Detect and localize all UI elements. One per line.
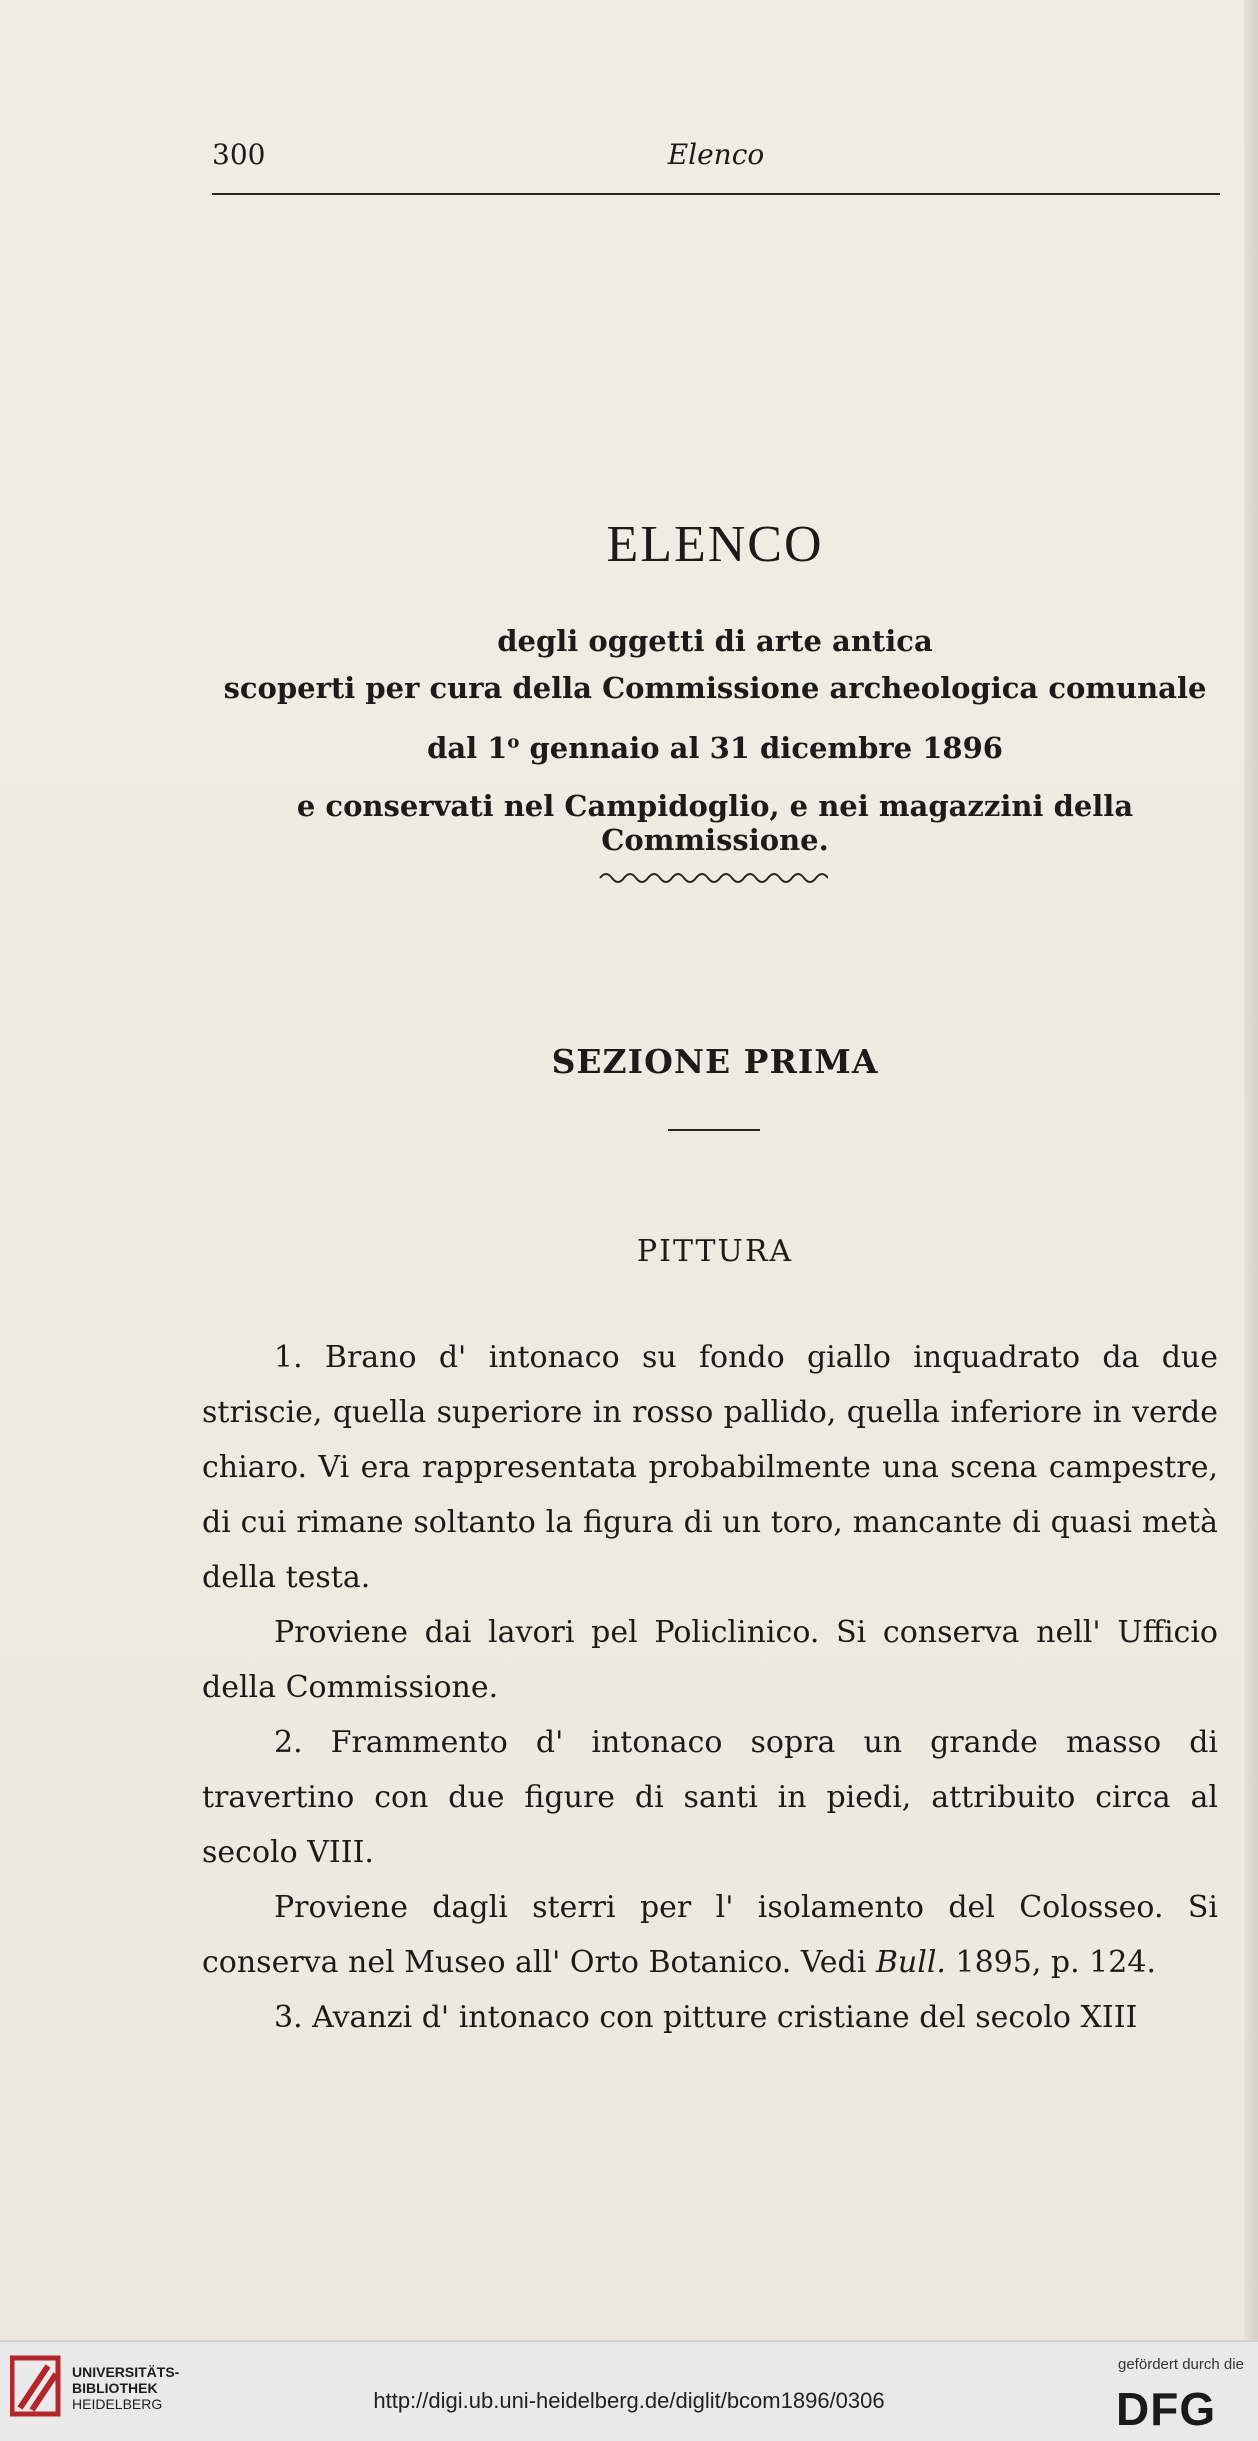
library-name-line-2: BIBLIOTHEK [72, 2380, 158, 2396]
paragraph-item-2: 2. Frammento d' intonaco sopra un grande masso di travertino con due figure di santi in piedi, attribuito circa al secolo VIII. [202, 1725, 1218, 1870]
running-head [212, 138, 1220, 178]
page-edge [1244, 0, 1258, 2340]
subsection-title: PITTURA [636, 1234, 794, 1269]
section-title: SEZIONE PRIMA [551, 1042, 879, 1081]
provenance-2-citation: 1895, p. 124. [945, 1945, 1156, 1980]
paragraph-item-3: 3. Avanzi d' intonaco con pitture cristiane del secolo XIII [274, 2000, 1138, 2035]
running-title: Elenco [667, 138, 765, 171]
ordinal-superscript: o [507, 731, 520, 753]
funded-by-label: gefördert durch die [1118, 2356, 1244, 2373]
main-title: ELENCO [606, 516, 824, 573]
subtitle-line-2: scoperti per cura della Commissione archeologica comunale [223, 671, 1207, 705]
body-text [202, 1330, 1218, 2045]
dfg-logo[interactable]: DFG [1116, 2383, 1217, 2435]
subtitle-line-4: e conservati nel Campidoglio, e nei magazzini della Commissione. [296, 789, 1134, 857]
library-name-line-3: HEIDELBERG [72, 2396, 163, 2412]
permalink-url[interactable]: http://digi.ub.uni-heidelberg.de/diglit/bcom1896/0306 [373, 2388, 885, 2413]
bulletin-reference: Bull. [875, 1945, 946, 1980]
subtitle-line-3-end: gennaio al 31 dicembre 1896 [519, 731, 1003, 765]
paragraph-item-1: 1. Brano d' intonaco su fondo giallo inquadrato da due striscie, quella superiore in rosso pallido, quella inferiore in verde chiaro. Vi era rappresentata probabilmente una scena campestre, di cui rimane soltanto la figura di un toro, mancante di quasi metà della testa. [202, 1340, 1218, 1595]
section-rule [668, 1129, 760, 1131]
provenance-2-text: Proviene dagli sterri per l' isolamento del Colosseo. Si conserva nel Museo all' Orto Botanico. Vedi [202, 1890, 1218, 1980]
page-number: 300 [212, 138, 266, 171]
paragraph-provenance-2 [202, 1880, 1218, 1990]
paragraph-provenance-1: Proviene dai lavori pel Policlinico. Si conserva nell' Ufficio della Commissione. [202, 1615, 1218, 1705]
wavy-line-ornament-icon [598, 870, 828, 886]
subtitle-line-1: degli oggetti di arte antica [497, 624, 933, 658]
subtitle-line-3-start: dal 1 [427, 731, 508, 765]
header-rule [212, 193, 1220, 195]
subtitle-line-3 [200, 731, 1230, 765]
library-name-line-1: UNIVERSITÄTS- [72, 2364, 180, 2380]
